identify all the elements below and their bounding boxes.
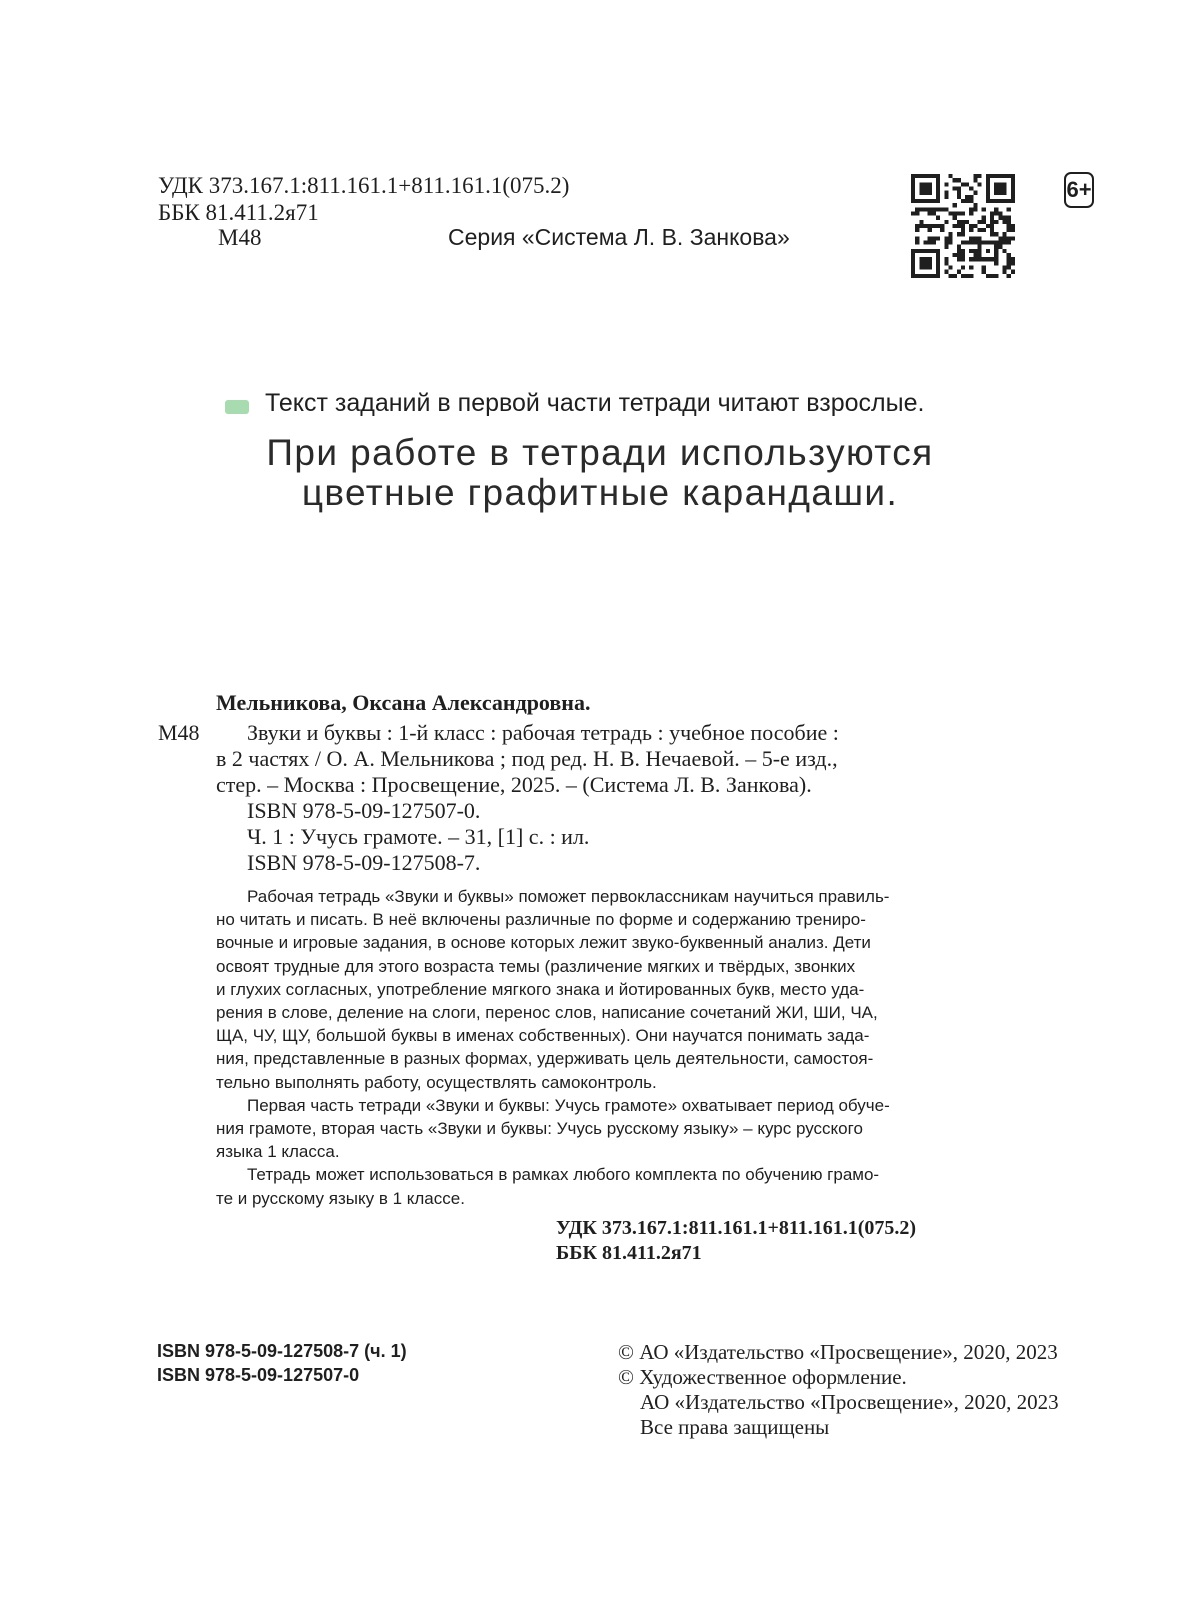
abstract-line: Тетрадь может использоваться в рамках любого комплекта по обучению грамо- <box>247 1165 880 1185</box>
bib-line-3: стер. – Москва : Просвещение, 2025. – (Система Л. В. Занкова). <box>216 772 812 797</box>
abstract-line: освоят трудные для этого возраста темы (различение мягких и твёрдых, звонких <box>216 956 856 976</box>
author-code: М48 <box>158 720 200 745</box>
rights-reserved: Все права защищены <box>640 1415 830 1439</box>
abstract-line: но читать и писать. В неё включены различные по форме и содержанию трениро- <box>216 910 866 930</box>
age-rating-text: 6+ <box>1066 177 1092 202</box>
abstract-line: ЩА, ЧУ, ЩУ, большой буквы в именах собственных). Они научатся понимать зада- <box>216 1026 870 1046</box>
abstract-line: ния грамоте, вторая часть «Звуки и буквы: Учусь русскому языку» – курс русского <box>216 1119 863 1139</box>
abstract <box>216 885 968 1210</box>
abstract-paragraph-2 <box>216 1094 968 1164</box>
imprint-isbn-part-1: ISBN 978-5-09-127508-7 (ч. 1) <box>157 1341 407 1361</box>
abstract-line: языка 1 класса. <box>216 1142 340 1162</box>
author-name: Мельникова, Оксана Александровна. <box>216 690 591 715</box>
adults-read-note: Текст заданий в первой части тетради читают взрослые. <box>265 389 925 417</box>
bbk-header: ББК 81.411.2я71 <box>158 200 319 225</box>
isbn-part-1: ISBN 978-5-09-127508-7. <box>247 850 481 875</box>
udk-classification: УДК 373.167.1:811.161.1+811.161.1(075.2) <box>556 1217 917 1239</box>
abstract-line: вочные и игровые задания, в основе которых лежит звуко-буквенный анализ. Дети <box>216 933 871 953</box>
imprint-isbn-general: ISBN 978-5-09-127507-0 <box>157 1365 360 1385</box>
age-rating-badge <box>1064 172 1094 208</box>
bbk-classification: ББК 81.411.2я71 <box>556 1242 702 1264</box>
copyright-design-holder: АО «Издательство «Просвещение», 2020, 2023 <box>640 1390 1059 1414</box>
series-title: Серия «Система Л. В. Занкова» <box>448 224 790 250</box>
abstract-paragraph-1 <box>216 885 968 1094</box>
abstract-line: рения в слове, деление на слоги, перенос слов, написание сочетаний ЖИ, ШИ, ЧА, <box>216 1003 878 1023</box>
udk-header: УДК 373.167.1:811.161.1+811.161.1(075.2) <box>158 173 570 198</box>
abstract-line: Рабочая тетрадь «Звуки и буквы» поможет первоклассникам научиться правиль- <box>247 887 890 906</box>
pencils-note-line1: При работе в тетради используются <box>266 432 934 473</box>
bib-line-2: в 2 частях / О. А. Мельникова ; под ред. Н. В. Нечаевой. – 5-е изд., <box>216 746 838 771</box>
copyright-publisher: © АО «Издательство «Просвещение», 2020, 2023 <box>618 1340 1058 1364</box>
abstract-line: те и русскому языку в 1 классе. <box>216 1188 465 1208</box>
abstract-line: и глухих согласных, употребление мягкого знака и йотированных букв, место уда- <box>216 979 865 999</box>
abstract-line: Первая часть тетради «Звуки и буквы: Учусь грамоте» охватывает период обуче- <box>247 1095 890 1115</box>
abstract-line: ния, представленные в разных формах, удерживать цель деятельности, самостоя- <box>216 1049 874 1069</box>
pencils-note-line2: цветные графитные карандаши. <box>301 472 899 513</box>
part-1-info: Ч. 1 : Учусь грамоте. – 31, [1] с. : ил. <box>247 824 590 849</box>
abstract-line: тельно выполнять работу, осуществлять самоконтроль. <box>216 1072 657 1092</box>
flag-icon <box>225 400 249 414</box>
author-code-header: М48 <box>218 225 262 250</box>
bib-line-1: Звуки и буквы : 1-й класс : рабочая тетрадь : учебное пособие : <box>247 720 839 745</box>
qr-code <box>911 174 1015 278</box>
abstract-paragraph-3 <box>216 1163 968 1209</box>
copyright-design: © Художественное оформление. <box>618 1365 907 1389</box>
isbn-general: ISBN 978-5-09-127507-0. <box>247 798 481 823</box>
